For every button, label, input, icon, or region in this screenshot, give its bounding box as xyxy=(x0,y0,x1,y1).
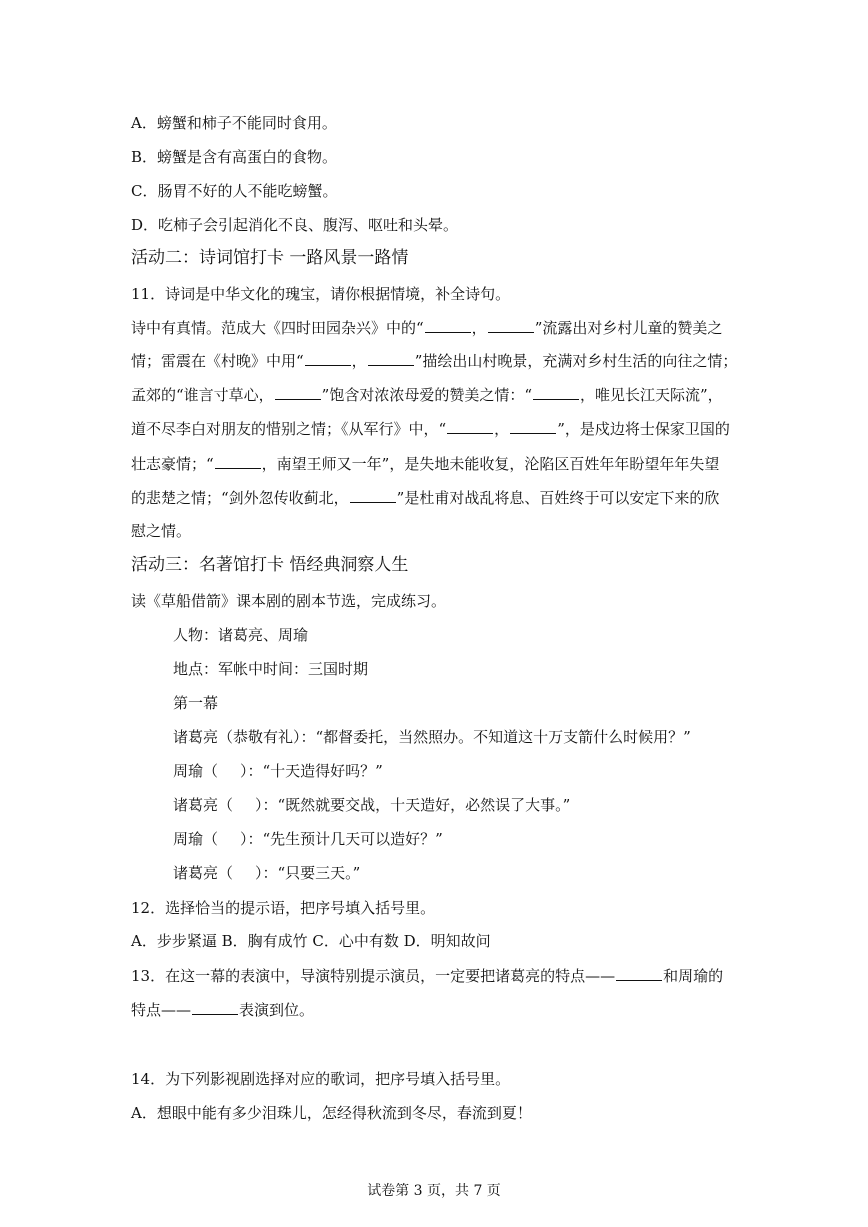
answer-blank[interactable] xyxy=(488,318,534,333)
answer-blank[interactable] xyxy=(447,419,493,434)
reading-intro: 读《草船借箭》课本剧的剧本节选，完成练习。 xyxy=(131,592,447,610)
script-place-time: 地点：军帐中时间：三国时期 xyxy=(173,660,369,678)
option-d: D．吃柿子会引起消化不良、腹泻、呕吐和头晕。 xyxy=(131,216,459,234)
option-b: B．螃蟹是含有高蛋白的食物。 xyxy=(131,148,338,166)
q13-line-1: 13．在这一幕的表演中，导演特别提示演员，一定要把诸葛亮的特点—— 和周瑜的 xyxy=(131,967,724,985)
q11-line-3: 孟郊的“谁言寸草心， ”饱含对浓浓母爱的赞美之情：“ ，唯见长江天际流”， xyxy=(131,386,723,404)
script-line-4: 周瑜（ ）：“先生预计几天可以造好？” xyxy=(173,830,443,848)
option-c: C．肠胃不好的人不能吃螃蟹。 xyxy=(131,182,338,200)
option-a: A．螃蟹和柿子不能同时食用。 xyxy=(131,114,337,132)
script-act: 第一幕 xyxy=(173,694,219,712)
answer-blank[interactable] xyxy=(350,488,396,503)
activity2-title: 活动二：诗词馆打卡 一路风景一路情 xyxy=(131,248,409,268)
answer-blank[interactable] xyxy=(533,385,579,400)
answer-blank[interactable] xyxy=(275,385,321,400)
answer-blank[interactable] xyxy=(616,966,662,981)
script-line-3: 诸葛亮（ ）：“既然就要交战，十天造好，必然误了大事。” xyxy=(173,796,571,814)
q11-line-1: 诗中有真情。范成大《四时田园杂兴》中的“ ， ”流露出对乡村儿童的赞美之 xyxy=(131,319,723,337)
script-line-5: 诸葛亮（ ）：“只要三天。” xyxy=(173,864,361,882)
q13-line-2: 特点—— 表演到位。 xyxy=(131,1001,315,1019)
answer-blank[interactable] xyxy=(305,351,351,366)
answer-blank[interactable] xyxy=(425,318,471,333)
q11-line-4: 道不尽李白对朋友的惜别之情；《从军行》中，“ ， ”，是戍边将士保家卫国的 xyxy=(131,420,730,438)
q14-option-a: A．想眼中能有多少泪珠儿，怎经得秋流到冬尽，春流到夏！ xyxy=(131,1104,532,1122)
q11-line-7: 慰之情。 xyxy=(131,522,192,540)
q12-stem: 12．选择恰当的提示语，把序号填入括号里。 xyxy=(131,899,436,917)
script-line-1: 诸葛亮（恭敬有礼）：“都督委托，当然照办。不知道这十万支箭什么时候用？” xyxy=(173,728,691,746)
q14-stem: 14．为下列影视剧选择对应的歌词，把序号填入括号里。 xyxy=(131,1070,511,1088)
answer-blank[interactable] xyxy=(368,351,414,366)
q11-line-2: 情；雷震在《村晚》中用“ ， ”描绘出山村晚景，充满对乡村生活的向往之情； xyxy=(131,352,738,370)
script-characters: 人物：诸葛亮、周瑜 xyxy=(173,626,309,644)
q11-line-5: 壮志豪情；“ ，南望王师又一年”，是失地未能收复，沦陷区百姓年年盼望年年失望 xyxy=(131,455,720,473)
activity3-title: 活动三：名著馆打卡 悟经典洞察人生 xyxy=(131,555,409,575)
q12-options: A．步步紧逼 B．胸有成竹 C．心中有数 D．明知故问 xyxy=(131,932,491,950)
q11-line-6: 的悲楚之情；“剑外忽传收蓟北， ”是杜甫对战乱将息、百姓终于可以安定下来的欣 xyxy=(131,489,720,507)
answer-blank[interactable] xyxy=(510,419,556,434)
page-footer: 试卷第 3 页，共 7 页 xyxy=(367,1183,501,1199)
script-line-2: 周瑜（ ）：“十天造得好吗？” xyxy=(173,762,383,780)
answer-blank[interactable] xyxy=(192,1000,238,1015)
q11-stem: 11．诗词是中华文化的瑰宝，请你根据情境，补全诗句。 xyxy=(131,285,511,303)
answer-blank[interactable] xyxy=(215,454,261,469)
